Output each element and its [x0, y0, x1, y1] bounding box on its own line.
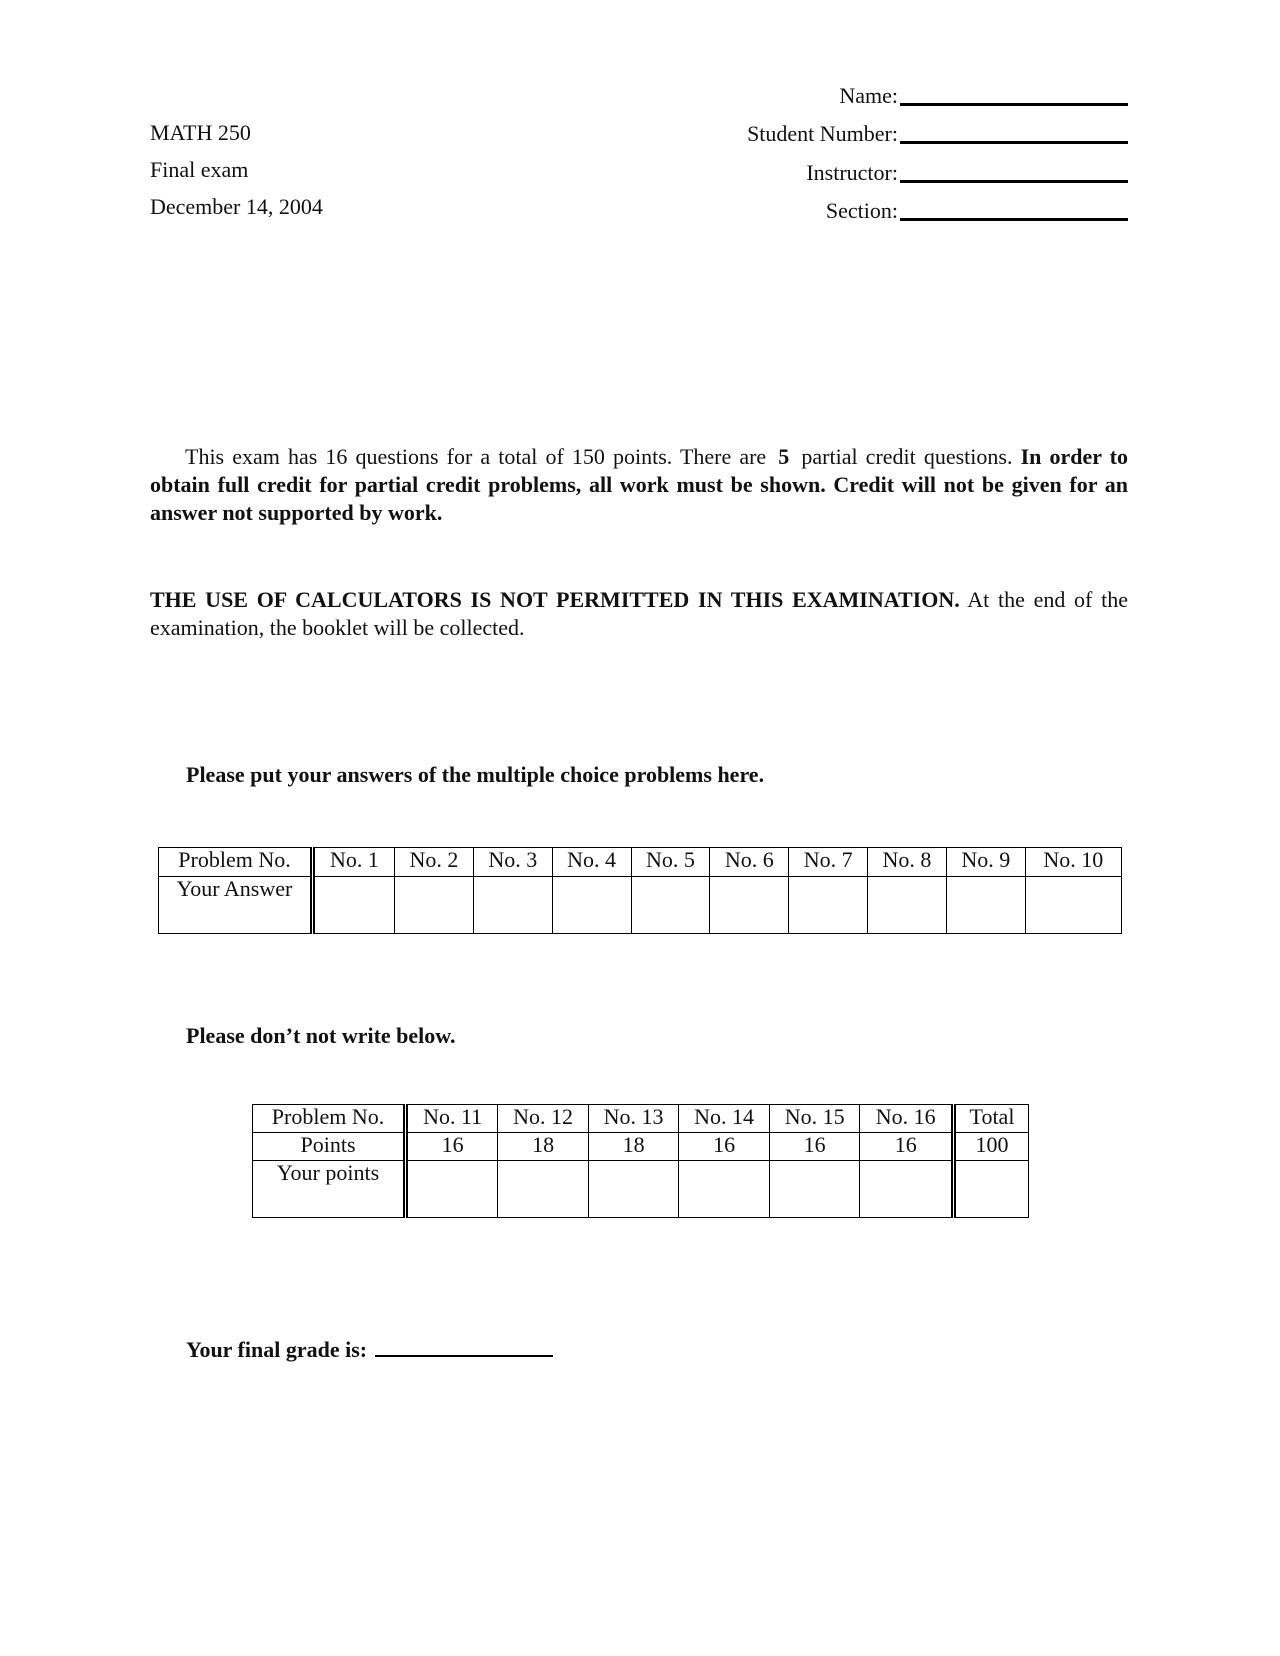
intro-text: This exam has 16 questions for a total of 150 points. There are [185, 444, 775, 469]
grading-col-16: No. 16 [860, 1105, 954, 1133]
grading-table [252, 1104, 1029, 1218]
mc-answer-cell[interactable] [946, 877, 1025, 934]
points-13: 18 [588, 1133, 679, 1161]
course-title: MATH 250 [150, 120, 251, 145]
points-11: 16 [406, 1133, 498, 1161]
instructor-field[interactable] [806, 158, 1128, 186]
mc-col-9: No. 9 [946, 848, 1025, 877]
points-15: 16 [769, 1133, 860, 1161]
grading-col-15: No. 15 [769, 1105, 860, 1133]
mc-answer-cell[interactable] [313, 877, 395, 934]
mc-answer-cell[interactable] [868, 877, 947, 934]
grading-row-label: Problem No. [253, 1105, 406, 1133]
your-points-cell[interactable] [769, 1161, 860, 1218]
mc-answer-cell[interactable] [710, 877, 789, 934]
student-number-line[interactable] [900, 141, 1128, 144]
instructor-line[interactable] [900, 180, 1128, 183]
mc-answer-cell[interactable] [1025, 877, 1121, 934]
mc-answer-row [159, 877, 1122, 934]
calculator-notice [150, 586, 1128, 642]
section-field[interactable] [826, 196, 1128, 224]
grading-col-11: No. 11 [406, 1105, 498, 1133]
final-grade [186, 1337, 553, 1363]
partial-credit-count: 5 [778, 444, 790, 469]
grading-header-row [253, 1105, 1029, 1133]
section-label: Section: [825, 198, 898, 223]
name-label: Name: [839, 83, 898, 108]
student-number-field[interactable] [747, 119, 1128, 147]
grading-your-points-label: Your points [253, 1161, 406, 1218]
mc-col-6: No. 6 [710, 848, 789, 877]
intro-text-2: partial credit questions. [793, 444, 1021, 469]
name-line[interactable] [900, 103, 1128, 106]
mc-heading: Please put your answers of the multiple choice problems here. [186, 762, 765, 787]
mc-answer-cell[interactable] [789, 877, 868, 934]
calculator-notice-bold: THE USE OF CALCULATORS IS NOT PERMITTED IN THIS EXAMINATION. [150, 587, 960, 612]
exam-date: December 14, 2004 [150, 194, 323, 219]
mc-col-7: No. 7 [789, 848, 868, 877]
grading-points-label: Points [253, 1133, 406, 1161]
mc-answer-cell[interactable] [552, 877, 631, 934]
your-points-cell[interactable] [498, 1161, 589, 1218]
grading-heading: Please don’t not write below. [186, 1023, 456, 1048]
mc-col-10: No. 10 [1025, 848, 1121, 877]
your-points-cell[interactable] [406, 1161, 498, 1218]
intro-bold-text: In order to obtain full credit for partial credit problems, all work must be shown. Credit will not be given for an answer not supported by work. [150, 444, 1129, 525]
name-field[interactable] [839, 81, 1128, 109]
mc-answer-cell[interactable] [473, 877, 552, 934]
mc-col-3: No. 3 [473, 848, 552, 877]
mc-answer-table [158, 847, 1122, 934]
final-grade-label: Your final grade is: [186, 1337, 368, 1362]
section-line[interactable] [900, 218, 1128, 221]
calculator-notice-text: At the end of the examination, the booklet will be collected. [150, 587, 1128, 640]
your-points-cell[interactable] [588, 1161, 679, 1218]
student-number-label: Student Number: [747, 121, 898, 146]
mc-answer-label: Your Answer [159, 877, 313, 934]
your-points-cell[interactable] [679, 1161, 770, 1218]
grading-col-14: No. 14 [679, 1105, 770, 1133]
mc-answer-cell[interactable] [631, 877, 710, 934]
grading-points-row [253, 1133, 1029, 1161]
mc-col-5: No. 5 [631, 848, 710, 877]
grading-col-12: No. 12 [498, 1105, 589, 1133]
grading-your-points-row [253, 1161, 1029, 1218]
points-total: 100 [954, 1133, 1029, 1161]
points-12: 18 [498, 1133, 589, 1161]
grading-col-total: Total [954, 1105, 1029, 1133]
final-grade-line[interactable] [375, 1337, 553, 1357]
mc-row-label: Problem No. [159, 848, 313, 877]
your-points-cell[interactable] [860, 1161, 954, 1218]
grading-col-13: No. 13 [588, 1105, 679, 1133]
mc-col-1: No. 1 [313, 848, 395, 877]
mc-header-row [159, 848, 1122, 877]
your-points-total-cell[interactable] [954, 1161, 1029, 1218]
points-16: 16 [860, 1133, 954, 1161]
mc-col-4: No. 4 [552, 848, 631, 877]
intro-paragraph [150, 443, 1128, 527]
instructor-label: Instructor: [806, 160, 898, 185]
mc-col-8: No. 8 [868, 848, 947, 877]
exam-title: Final exam [150, 157, 249, 182]
mc-answer-cell[interactable] [395, 877, 474, 934]
mc-col-2: No. 2 [395, 848, 474, 877]
points-14: 16 [679, 1133, 770, 1161]
